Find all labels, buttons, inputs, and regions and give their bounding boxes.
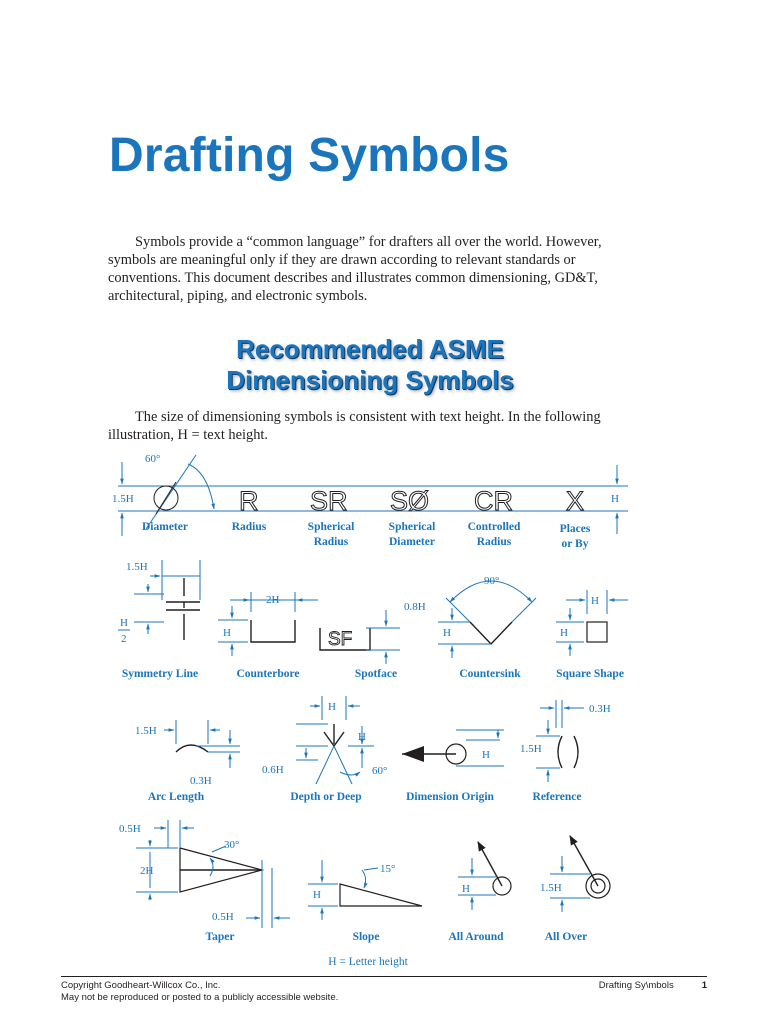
label-diameter: Diameter (142, 521, 188, 533)
dim-depth-h-right: H (358, 731, 366, 743)
footer-right (599, 980, 707, 992)
row-2-symbols (118, 560, 628, 680)
dim-symmetry-1-5h: 1.5H (126, 561, 148, 573)
dim-h-half-num: H (120, 617, 128, 629)
dim-h-right: H (611, 493, 619, 505)
dimensioning-symbols-figure (0, 440, 768, 970)
section-paragraph (108, 408, 632, 444)
dim-counterbore-h: H (223, 627, 231, 639)
symbol-spherical-diameter: SØ (390, 486, 430, 516)
dim-origin-h: H (482, 749, 490, 761)
dim-reference-1-5h: 1.5H (520, 743, 542, 755)
symbol-places: X (566, 486, 585, 516)
dim-depth-h-top: H (328, 701, 336, 713)
dim-1-5h: 1.5H (112, 493, 134, 505)
row-3-symbols (135, 696, 611, 803)
row-4-symbols (119, 820, 610, 943)
footer-left (61, 980, 338, 1004)
row-1-symbols (112, 453, 628, 550)
label-depth: Depth or Deep (290, 791, 362, 803)
footer-doc-title: Drafting Sy\mbols (598, 980, 674, 991)
intro-paragraph (108, 233, 632, 305)
dim-h-half-den: 2 (121, 633, 127, 645)
label-spherical-diameter-1: Spherical (388, 521, 436, 533)
footer-copyright: Copyright Goodheart-Willcox Co., Inc. (61, 980, 221, 991)
figure-caption: H = Letter height (328, 956, 408, 968)
label-reference: Reference (532, 791, 582, 803)
dim-slope-15: 15° (380, 863, 396, 875)
label-countersink: Countersink (459, 668, 521, 680)
dim-taper-0-5h-top: 0.5H (119, 823, 141, 835)
label-symmetry-line: Symmetry Line (121, 668, 199, 680)
label-places-2: or By (561, 538, 589, 550)
footer-notice: May not be reproduced or posted to a publicly accessible website. (61, 992, 339, 1003)
dim-spotface-0-8h: 0.8H (404, 601, 426, 613)
label-spherical-diameter-2: Diameter (389, 536, 435, 548)
footer-page-number: 1 (701, 980, 707, 991)
dim-60-deg: 60° (145, 453, 161, 465)
dim-taper-30: 30° (224, 839, 240, 851)
label-spherical-radius-2: Radius (313, 536, 349, 548)
symbol-controlled-radius: CR (474, 486, 513, 516)
section-heading (180, 334, 560, 396)
dim-reference-0-3h: 0.3H (589, 703, 611, 715)
label-arc-length: Arc Length (147, 791, 205, 803)
page-footer (61, 976, 707, 1003)
dim-arc-1-5h: 1.5H (135, 725, 157, 737)
page-title: Drafting Symbols (109, 129, 510, 182)
label-places-1: Places (559, 523, 591, 535)
intro-text: Symbols provide a “common language” for drafters all over the world. However, symbols are meaningful only if they are drawn according to relevant standards or conventions. This document describes and illustrates common dimensioning, GD&T, architectural, piping, and electronic symbols. (108, 234, 602, 304)
label-controlled-radius-1: Controlled (467, 521, 521, 533)
dim-arc-0-3h: 0.3H (190, 775, 212, 787)
dim-depth-60: 60° (372, 765, 388, 777)
label-all-over: All Over (544, 931, 588, 943)
dim-square-h: H (560, 627, 568, 639)
dim-slope-h: H (313, 889, 321, 901)
dim-taper-0-5h-bottom: 0.5H (212, 911, 234, 923)
symbol-spherical-radius: SR (310, 486, 348, 516)
dim-all-over-1-5h: 1.5H (540, 882, 562, 894)
section-text: The size of dimensioning symbols is consistent with text height. In the following illustration, H = text height. (108, 409, 601, 443)
label-square-shape: Square Shape (556, 668, 624, 680)
label-spherical-radius-1: Spherical (307, 521, 355, 533)
dim-countersink-h: H (443, 627, 451, 639)
dim-all-around-h: H (462, 883, 470, 895)
label-slope: Slope (352, 931, 380, 943)
section-heading-line-2: Dimensioning Symbols (226, 365, 514, 395)
dim-counterbore-2h: 2H (266, 594, 280, 606)
label-taper: Taper (205, 931, 235, 943)
dim-square-h-top: H (591, 595, 599, 607)
symbol-spotface: SF (328, 629, 353, 650)
section-heading-line-1: Recommended ASME (236, 334, 504, 364)
label-radius: Radius (231, 521, 267, 533)
dim-countersink-90: 90° (484, 575, 500, 587)
label-spotface: Spotface (354, 668, 398, 680)
dim-depth-0-6h: 0.6H (262, 764, 284, 776)
dim-taper-2h: 2H (140, 865, 154, 877)
label-controlled-radius-2: Radius (476, 536, 512, 548)
label-all-around: All Around (448, 931, 504, 943)
label-dimension-origin: Dimension Origin (406, 791, 494, 803)
label-counterbore: Counterbore (236, 668, 300, 680)
symbol-radius: R (239, 486, 259, 516)
